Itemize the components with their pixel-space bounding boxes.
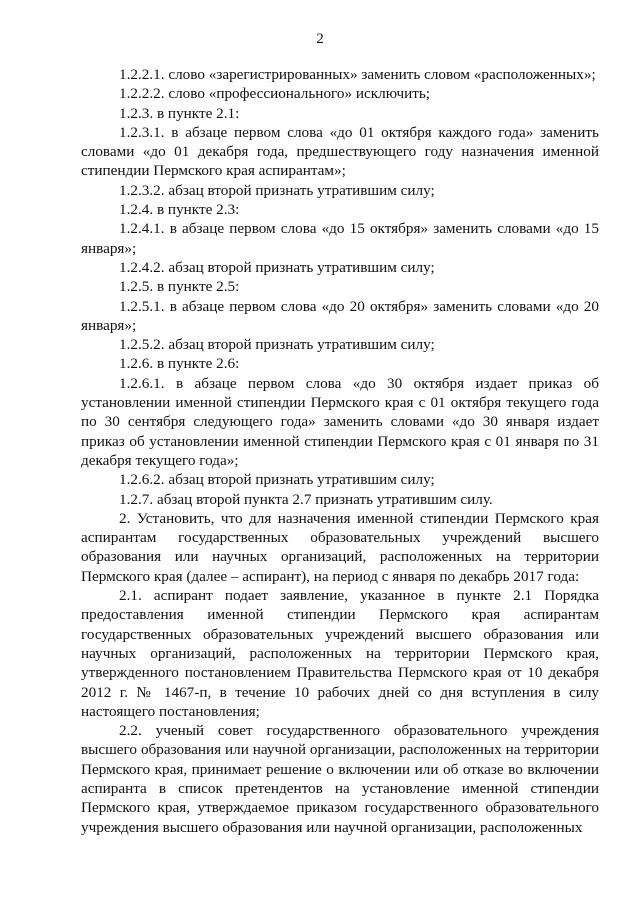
- paragraph-1-2-2-1: 1.2.2.1. слово «зарегистрированных» заменить словом «расположенных»;: [119, 66, 596, 83]
- paragraph-1-2-5-2: 1.2.5.2. абзац второй признать утратившим силу;: [119, 336, 435, 354]
- paragraph-1-2-5: 1.2.5. в пункте 2.5:: [119, 278, 240, 296]
- paragraph-1-2-4-2: 1.2.4.2. абзац второй признать утратившим силу;: [119, 258, 435, 276]
- paragraph-1-2-6-1: 1.2.6.1. в абзаце первом слова «до 30 октября издает приказ об установлении именной стипендии Пермского края с 01 октября текущего года по 30 сентября следующего года» заменить словами «до 30 января издает приказ об установлении именной стипендии Пермского края с 01 января по 31 декабря текущего года»;: [81, 374, 599, 469]
- paragraph-2-1: 2.1. аспирант подает заявление, указанное в пункте 2.1 Порядка предоставления именной стипендии Пермского края аспирантам государственных образовательных учреждений высшего образования или научных организаций, расположенных на территории Пермского края, утвержденного постановлением Правительства Пермского края от 10 декабря 2012 г. № 1467-п, в течение 10 рабочих дней со дня вступления в силу настоящего постановления;: [81, 587, 599, 720]
- paragraph-1-2-4-1: 1.2.4.1. в абзаце первом слова «до 15 октября» заменить словами «до 15 января»;: [81, 220, 599, 257]
- page-number: 2: [316, 31, 324, 47]
- paragraph-2: 2. Установить, что для назначения именной стипендии Пермского края аспирантам государственных образовательных учреждений высшего образования или научных организаций, расположенных на территории Пермского края (далее – аспирант), на период с января по декабрь 2017 года:: [81, 509, 599, 585]
- paragraph-1-2-2-2: 1.2.2.2. слово «профессионального» исключить;: [119, 85, 431, 103]
- paragraph-1-2-3-2: 1.2.3.2. абзац второй признать утратившим силу;: [119, 181, 435, 199]
- paragraph-1-2-5-1: 1.2.5.1. в абзаце первом слова «до 20 октября» заменить словами «до 20 января»;: [81, 297, 599, 334]
- paragraph-1-2-6: 1.2.6. в пункте 2.6:: [119, 355, 240, 373]
- paragraph-1-2-7: 1.2.7. абзац второй пункта 2.7 признать утратившим силу.: [119, 490, 493, 508]
- paragraph-1-2-4: 1.2.4. в пункте 2.3:: [119, 201, 240, 219]
- paragraph-1-2-3: 1.2.3. в пункте 2.1:: [119, 104, 240, 122]
- document-body: [81, 65, 599, 837]
- paragraph-1-2-6-2: 1.2.6.2. абзац второй признать утратившим силу;: [119, 471, 435, 489]
- paragraph-2-2: 2.2. ученый совет государственного образовательного учреждения высшего образования или научной организации, расположенных на территории Пермского края, принимает решение о включении или об отказе во включении аспиранта в список претендентов на установление именной стипендии Пермского края, утверждаемое приказом государственного образовательного учреждения высшего образования или научной организации, расположенных: [81, 722, 599, 836]
- paragraph-1-2-3-1: 1.2.3.1. в абзаце первом слова «до 01 октября каждого года» заменить словами «до 01 декабря года, предшествующего году назначения именной стипендии Пермского края аспирантам»;: [81, 123, 599, 180]
